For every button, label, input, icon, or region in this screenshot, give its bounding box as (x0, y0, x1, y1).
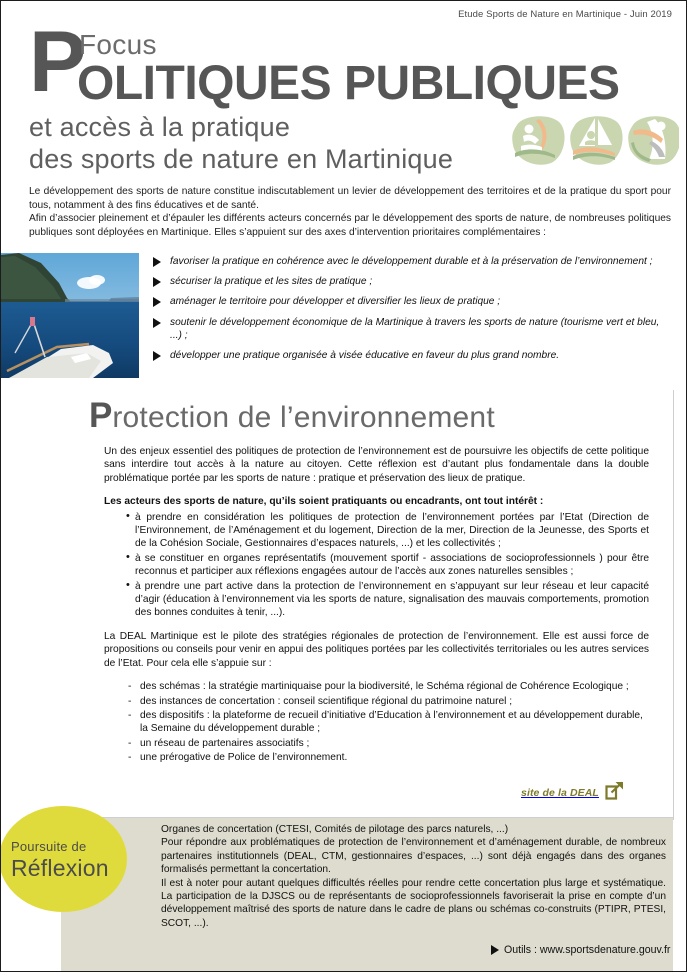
reflection-paragraph-1: Organes de concertation (CTESI, Comités de pilotage des parcs naturels, ...) (161, 824, 509, 835)
section-dash-list (104, 680, 649, 764)
axes-list (153, 255, 671, 362)
axis-item (153, 255, 671, 268)
climbing-pictogram (628, 116, 679, 165)
title-kicker: Focus (79, 29, 157, 60)
reflection-paragraph-3: Il est à noter pour autant quelques difficultés réelles pour rendre cette concertation plus large et systématique. La participation de la DJSCS ou de représentants de socioprofessionnels favoriserait la prise en compte d’un développement maîtrisé des sports de nature dans le cadre de plans ou schémas co-construits (PTIPR, PTESI, SCOT, ...). (161, 877, 666, 929)
reflection-paragraph-2: Pour répondre aux problématiques de protection de l’environnement et d’aménagement durable, de nombreux partenaires institutionnels (DEAL, CTM, gestionnaires d’espaces, ...) sont déjà engagés dans des organes formalisés permettant la concertation. (161, 837, 666, 876)
title-drop-cap: P (29, 14, 85, 110)
tools-link[interactable] (491, 944, 670, 956)
triangle-bullet-icon (153, 351, 161, 361)
triangle-bullet-icon (153, 318, 161, 328)
axis-item (153, 316, 671, 342)
windsurf-pictogram (512, 116, 564, 165)
page-title: OLITIQUES PUBLIQUES (77, 57, 620, 110)
subtitle-line-1: et accès à la pratique (29, 112, 291, 142)
sailing-pictogram (570, 116, 622, 165)
axis-item-label: sécuriser la pratique et les sites de pratique ; (170, 276, 373, 288)
section-heading-cap: P (89, 396, 113, 435)
section-body (104, 445, 649, 766)
axis-item (153, 349, 671, 362)
axis-item-label: favoriser la pratique en cohérence avec le développement durable et à la préservation de l’environnement ; (170, 256, 653, 267)
intro-paragraph-1: Le développement des sports de nature constitue indiscutablement un levier de développement des territoires et de la pratique du sport pour tous, notamment à des fins éducatives et de santé. (29, 186, 671, 211)
section-bullet-list (104, 511, 649, 620)
section-heading (89, 397, 495, 437)
axis-item-label: soutenir le développement économique de la Martinique à travers les sports de nature (tourisme vert et bleu, ...) ; (170, 316, 660, 341)
section-paragraph-2: La DEAL Martinique est le pilote des stratégies régionales de protection de l’environnement. Elle est aussi force de propositions ou conseils pour venir en appui des politiques portées par les collectivités territoriales ou les autres services de l’Etat. Pour cela elle s’appuie sur : (104, 630, 649, 669)
deal-site-link-label: site de la DEAL (521, 787, 599, 799)
axis-item-label: développer une pratique organisée à visée éducative en faveur du plus grand nombre. (170, 350, 560, 362)
axis-item (153, 275, 671, 288)
list-item: - des instances de concertation : conseil scientifique régional du patrimoine naturel ; (126, 695, 649, 708)
list-item: - des schémas : la stratégie martiniquaise pour la biodiversité, le Schéma régional de Cohérence Ecologique ; (126, 680, 649, 693)
tools-link-label: Outils : www.sportsdenature.gouv.fr (504, 944, 671, 956)
list-item: • à prendre en considération les politiques de protection de l’environnement portées par l’Etat (Direction de l’Environnement, de l’Aménagement et du logement, Direction de la mer, Direction de la Jeunesse, des Sports et de la Cohésion Sociale, Gestionnaires d’espaces naturels, ...) et les collectivités ; (126, 511, 649, 551)
axis-item (153, 295, 671, 308)
triangle-bullet-icon (153, 297, 161, 307)
reflection-badge-line-2: Réflexion (11, 855, 109, 881)
section-heading-rest: rotection de l’environnement (112, 401, 495, 434)
intro-text (29, 185, 671, 239)
environment-section-card (29, 387, 673, 817)
sailboat-photo (1, 253, 139, 378)
list-item: • à prendre une part active dans la protection de l’environnement en s’appuyant sur leur réseau et leur capacité d’agir (éducation à l’environnement via les sports de nature, signalisation des mauvais comportements, promotion des bonnes conduites à tenir, ...). (126, 580, 649, 620)
subtitle-line-2: des sports de nature en Martinique (29, 144, 454, 174)
deal-site-link[interactable] (521, 781, 624, 805)
list-item: - un réseau de partenaires associatifs ; (126, 737, 649, 750)
reflection-text (161, 823, 666, 930)
list-item: - des dispositifs : la plateforme de recueil d’initiative d’Education à l’environnement et au développement durable, la Semaine du développement durable ; (126, 709, 649, 736)
list-item: • à se constituer en organes représentatifs (mouvement sportif - associations de socioprofessionnels ) pour être reconnus et participer aux réflexions engagées autour de l’accès aux zones naturelles sensibles ; (126, 552, 649, 579)
triangle-bullet-icon (491, 945, 499, 955)
reflection-badge-text (11, 839, 129, 882)
list-item: - une prérogative de Police de l’environnement. (126, 751, 649, 764)
intro-paragraph-2: Afin d’associer pleinement et d’épauler les différents acteurs concernés par le développement des sports de nature, de nombreuses politiques publiques sont déployées en Martinique. Elles s’appuient sur des axes d’intervention prioritaires complémentaires : (29, 213, 671, 238)
triangle-bullet-icon (153, 257, 161, 267)
axis-item-label: aménager le territoire pour développer et diversifier les lieux de pratique ; (170, 296, 501, 308)
reflection-badge-line-1: Poursuite de (11, 839, 87, 854)
triangle-bullet-icon (153, 277, 161, 287)
page-subtitle (29, 111, 453, 175)
section-lead-in: Les acteurs des sports de nature, qu’ils soient pratiquants ou encadrants, ont tout intérêt : (104, 496, 544, 508)
external-link-icon (605, 781, 624, 805)
sport-pictogram-logos (509, 113, 679, 169)
document-date: Etude Sports de Nature en Martinique - Juin 2019 (458, 9, 672, 20)
section-paragraph-1: Un des enjeux essentiel des politiques de protection de l’environnement est de poursuivre les objectifs de cette politique sans interdire tout accès à la nature au citoyen. Cette réflexion est d’autant plus fondamentale dans la double problématique portée par les sports de nature : pratique et préservation des lieux de pratique. (104, 446, 649, 484)
